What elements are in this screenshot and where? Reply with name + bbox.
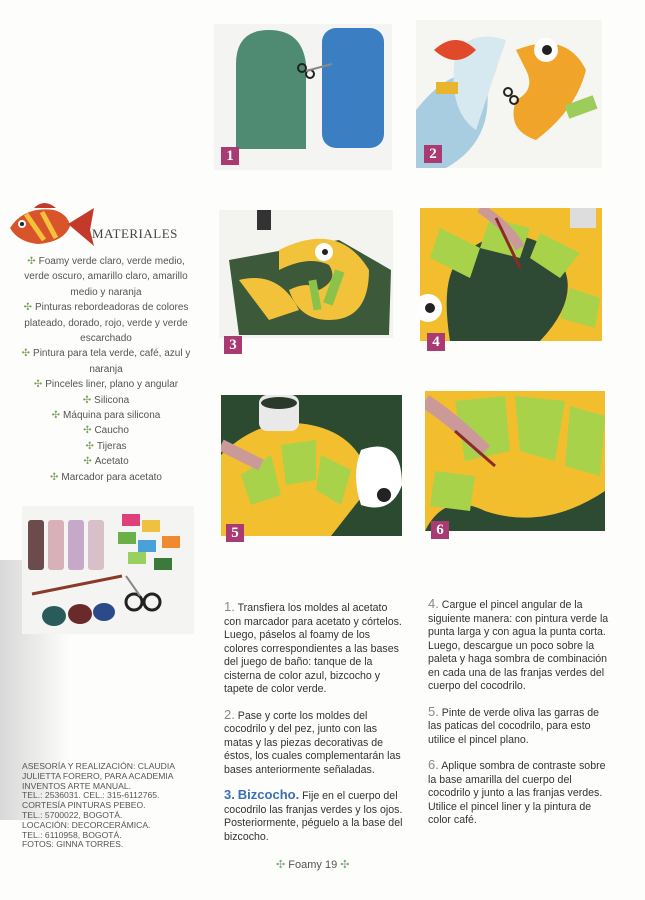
ornament-icon: ✣ xyxy=(340,859,350,871)
photo-number-6: 6 xyxy=(431,521,449,539)
page-number: Foamy 19 xyxy=(288,859,338,871)
page-footer xyxy=(276,858,349,871)
step-photo-6 xyxy=(425,391,605,531)
ornament-icon: ✣ xyxy=(276,859,286,871)
step-5: 5. Pinte de verde oliva las garras de las paticas del cocodrilo, para esto utilice el pincel plano. xyxy=(428,703,600,746)
step-6: 6. Aplique sombra de contraste sobre la base amarilla del cuerpo del cocodrilo y junto a las franjas verdes. Utilice el pincel liner y la pintura de color café. xyxy=(428,757,606,826)
step-3: 3. Bizcocho. Fije en el cuerpo del cocodrilo las franjas verdes y los ojos. Posteriormente, péguelo a la base del bizcocho. xyxy=(224,787,403,843)
instructions-right xyxy=(428,597,610,839)
step-photo-3 xyxy=(219,210,393,338)
list-item: ✣ Máquina para silicona xyxy=(51,410,161,422)
photo-number-3: 3 xyxy=(224,336,242,354)
step-photo-2 xyxy=(416,20,602,168)
list-item: ✣ Caucho xyxy=(83,425,129,437)
list-item: ✣ Pinceles liner, plano y angular xyxy=(33,379,179,391)
step-photo-1 xyxy=(214,24,392,170)
photo-number-4: 4 xyxy=(427,333,445,351)
materials-photo xyxy=(22,506,194,634)
credits: ASESORÍA Y REALIZACIÓN: CLAUDIA JULIETTA FORERO, PARA ACADEMIA INVENTOS ARTE MANUAL. TEL.: 2536031. CEL.: 315-6112765. CORTESÍA PINTURAS PEBEO. TEL.: 5700022, BOGOTÁ. LOCACIÓN: DECORCERÁMICA. TEL.: 6110958, BOGOTÁ. FOTOS: GINNA TORRES. xyxy=(22,761,175,850)
materials-list xyxy=(18,254,194,485)
fish-illustration xyxy=(4,200,96,250)
list-item: ✣ Tijeras xyxy=(85,440,127,452)
list-item: ✣ Silicona xyxy=(82,394,130,406)
list-item: ✣ Foamy verde claro, verde medio, verde oscuro, amarillo claro, amarillo medio y naranja xyxy=(24,256,188,298)
step-photo-4 xyxy=(420,208,602,341)
photo-number-5: 5 xyxy=(226,524,244,542)
materials-title: MATERIALES xyxy=(92,226,178,241)
list-item: ✣ Marcador para acetato xyxy=(49,471,162,483)
step-1: 1. Transfiera los moldes al acetato con marcador para acetato y córtelos. Luego, páselos al foamy de los colores correspondientes a las bases del juego de baño: tanque de la cisterna de color azul, bizcocho y tapete de color verde. xyxy=(224,599,402,695)
step-photo-5 xyxy=(221,395,402,536)
instructions-left xyxy=(224,600,406,855)
photo-number-1: 1 xyxy=(221,147,239,165)
list-item: ✣ Pintura para tela verde, café, azul y naranja xyxy=(21,348,191,375)
photo-number-2: 2 xyxy=(424,145,442,163)
step-4: 4. Cargue el pincel angular de la siguiente manera: con pintura verde la punta larga y con agua la punta corta. Luego, descargue un poco sobre la paleta y haga sombra de combinación en cada una de las franjas verdes del cuerpo del cocodrilo. xyxy=(428,596,609,692)
step-2: 2. Pase y corte los moldes del cocodrilo y del pez, junto con las matas y las piezas decorativas de éstos, los cuales complementarán las bases anteriormente señaladas. xyxy=(224,706,401,776)
list-item: ✣ Acetato xyxy=(83,456,129,468)
list-item: ✣ Pinturas rebordeadoras de colores plateado, dorado, rojo, verde y verde escarchado xyxy=(23,302,189,345)
